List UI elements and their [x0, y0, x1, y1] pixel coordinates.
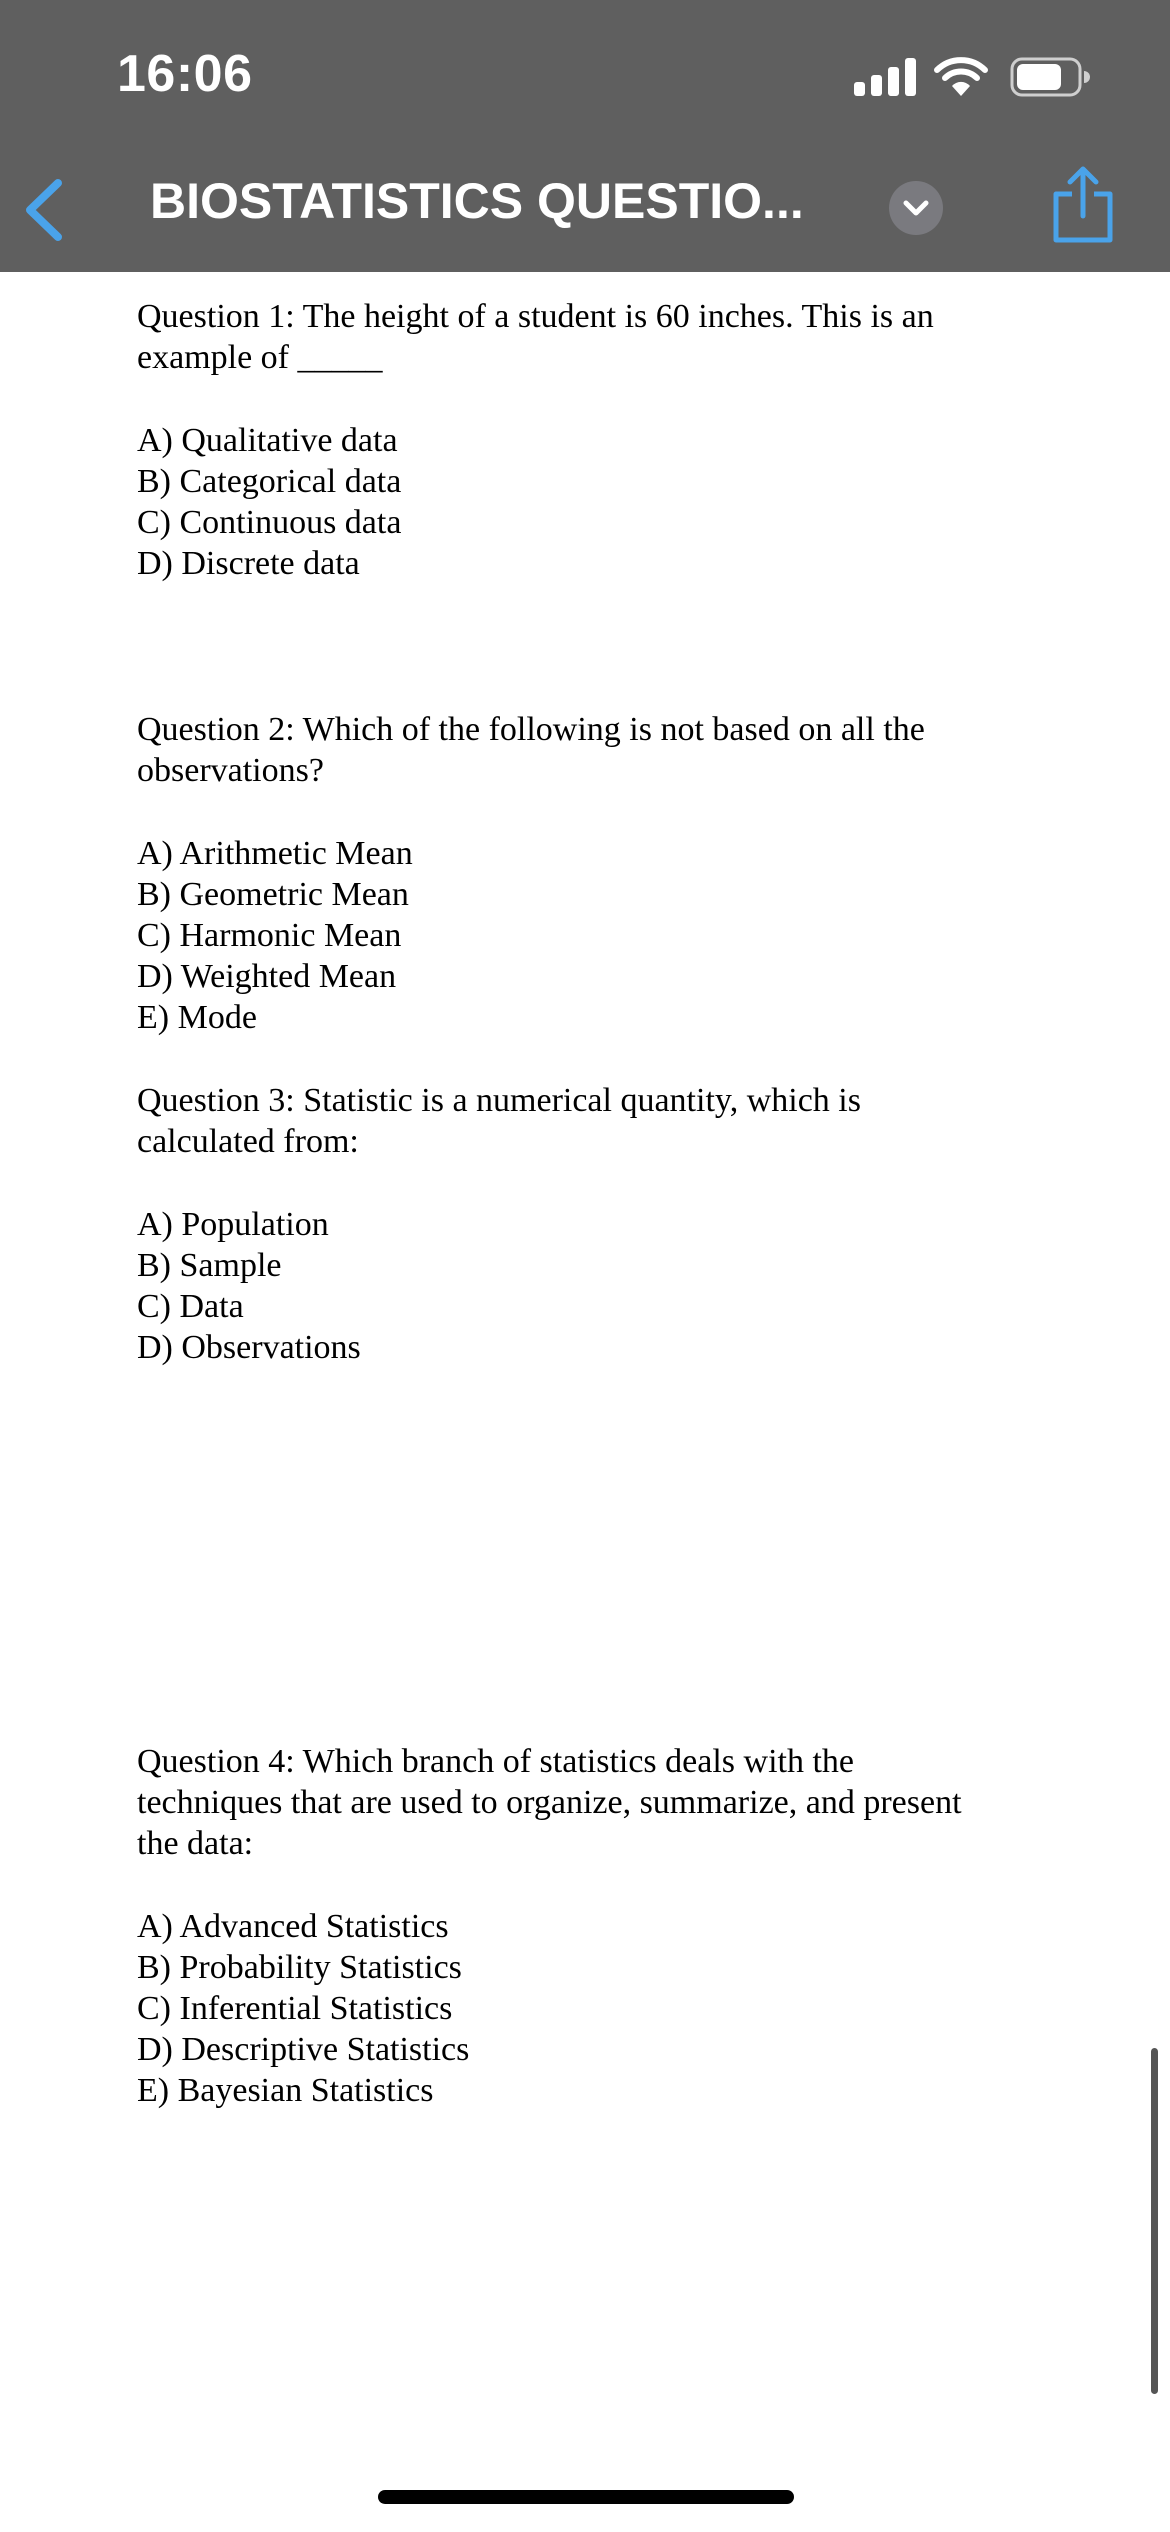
question-prompt: the data: [137, 1825, 254, 1862]
document-title: BIOSTATISTICS QUESTIO... [150, 173, 804, 229]
question-2 [137, 709, 1037, 791]
question-prompt: observations? [137, 752, 324, 789]
answer-option: B) Geometric Mean [137, 876, 409, 913]
answer-option: D) Discrete data [137, 545, 360, 582]
wifi-icon [934, 56, 988, 98]
question-1-options [137, 420, 1037, 584]
answer-option: A) Qualitative data [137, 422, 398, 459]
answer-option: A) Arithmetic Mean [137, 835, 413, 872]
question-1 [137, 296, 1037, 378]
back-button[interactable] [20, 175, 70, 245]
question-prompt: Question 3: Statistic is a numerical quantity, which is [137, 1082, 861, 1119]
question-prompt: Question 1: The height of a student is 60 inches. This is an [137, 298, 934, 335]
answer-option: C) Continuous data [137, 504, 402, 541]
cellular-signal-icon [854, 56, 916, 96]
answer-option: B) Sample [137, 1247, 282, 1284]
question-prompt: Question 2: Which of the following is not based on all the [137, 711, 925, 748]
answer-option: C) Data [137, 1288, 244, 1325]
question-3 [137, 1080, 1037, 1162]
answer-option: D) Descriptive Statistics [137, 2031, 470, 2068]
status-time: 16:06 [117, 45, 253, 103]
question-2-options [137, 833, 1037, 1038]
question-3-options [137, 1204, 1037, 1368]
answer-option: A) Advanced Statistics [137, 1908, 449, 1945]
answer-option: C) Harmonic Mean [137, 917, 402, 954]
answer-option: E) Mode [137, 999, 257, 1036]
question-4 [137, 1741, 1037, 1864]
home-indicator[interactable] [378, 2490, 794, 2504]
question-prompt: Question 4: Which branch of statistics deals with the [137, 1743, 855, 1780]
chevron-down-icon [889, 181, 943, 235]
answer-option: C) Inferential Statistics [137, 1990, 453, 2027]
top-bar [0, 0, 1170, 272]
question-4-options [137, 1906, 1037, 2111]
answer-option: B) Categorical data [137, 463, 402, 500]
question-prompt: example of _____ [137, 339, 383, 376]
answer-option: B) Probability Statistics [137, 1949, 462, 1986]
answer-option: A) Population [137, 1206, 329, 1243]
chevron-left-icon [20, 175, 70, 245]
scroll-indicator[interactable] [1151, 2048, 1158, 2394]
question-prompt: techniques that are used to organize, summarize, and present [137, 1784, 962, 1821]
question-prompt: calculated from: [137, 1123, 359, 1160]
answer-option: E) Bayesian Statistics [137, 2072, 434, 2109]
answer-option: D) Observations [137, 1329, 361, 1366]
title-menu-button[interactable] [889, 181, 943, 235]
battery-icon [1010, 57, 1090, 97]
answer-option: D) Weighted Mean [137, 958, 397, 995]
share-icon [1050, 164, 1116, 244]
share-button[interactable] [1050, 164, 1116, 244]
